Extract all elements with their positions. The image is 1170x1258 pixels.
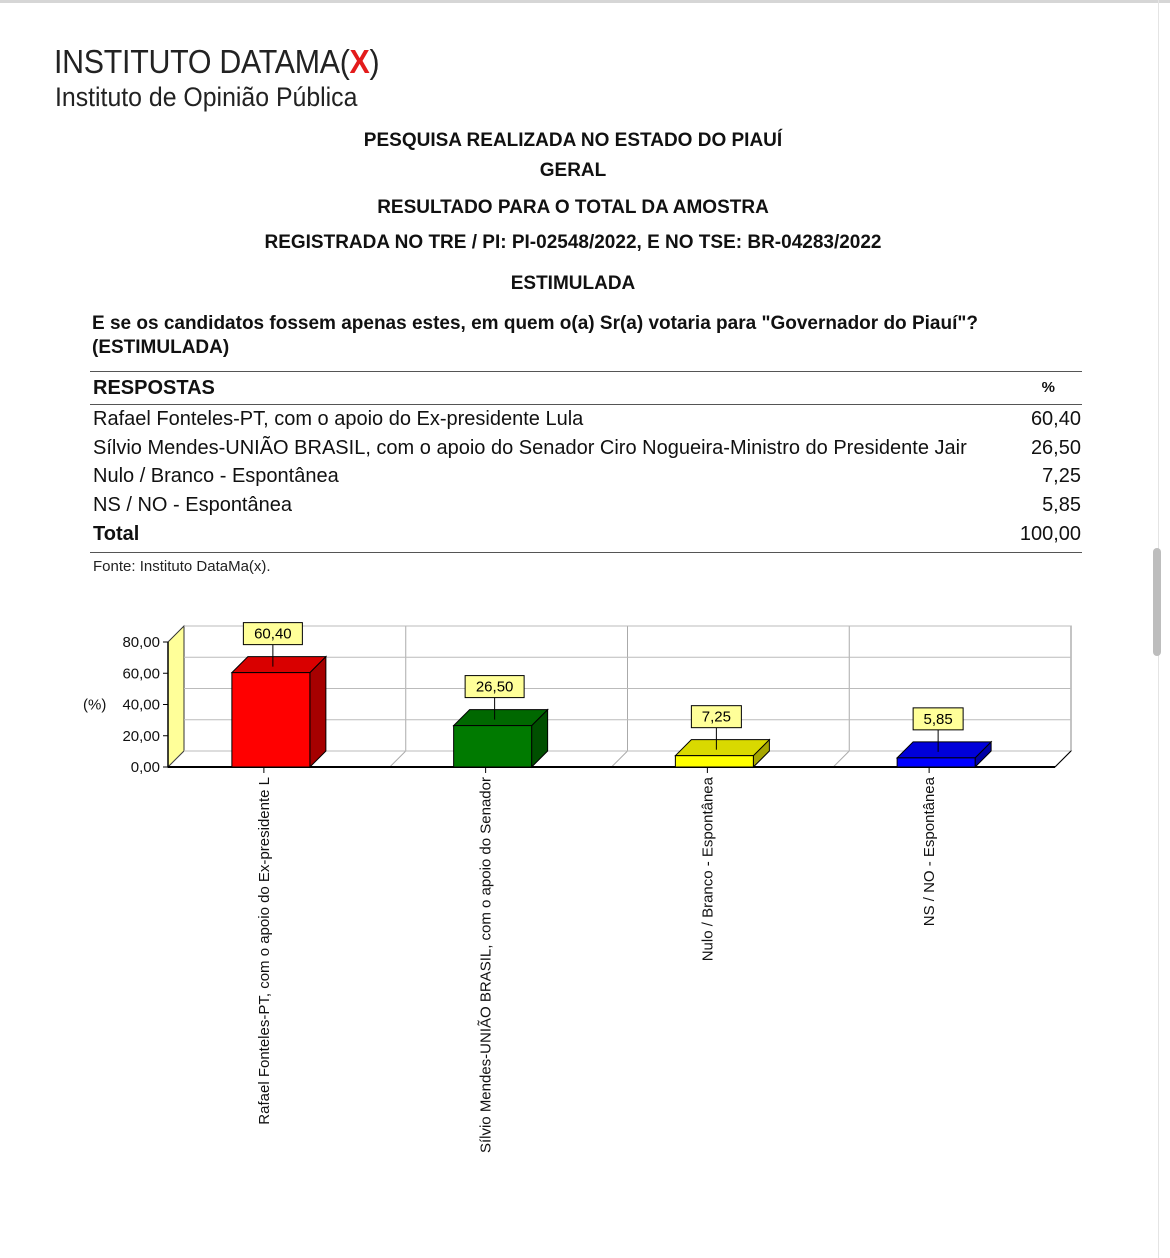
x-category-label: NS / NO - Espontânea: [921, 777, 939, 927]
header-survey-state: PESQUISA REALIZADA NO ESTADO DO PIAUÍ: [363, 130, 783, 151]
y-tick-label: 60,00: [122, 665, 160, 683]
brand-name: INSTITUTO DATAMA(: [54, 43, 350, 80]
brand-subtitle: Instituto de Opinião Pública: [55, 82, 358, 112]
brand-close: ): [369, 43, 380, 80]
header-result: RESULTADO PARA O TOTAL DA AMOSTRA: [377, 197, 769, 218]
data-label: 60,40: [254, 625, 292, 643]
chart-side-wall: [168, 626, 184, 767]
bar-front: [897, 758, 975, 767]
x-category-label: Rafael Fonteles-PT, com o apoio do Ex-presidente L: [255, 777, 273, 1125]
brand-x: X: [349, 43, 370, 80]
bar-front: [675, 756, 753, 767]
row-label: Rafael Fonteles-PT, com o apoio do Ex-presidente Lula: [93, 408, 584, 430]
bar-3: [675, 740, 769, 767]
header-scope: GERAL: [539, 160, 607, 181]
y-tick-label: 80,00: [122, 634, 160, 651]
y-tick-label: 40,00: [122, 696, 160, 714]
y-tick-label: 0,00: [130, 759, 160, 776]
bar-top: [454, 710, 548, 726]
total-value: 100,00: [1019, 523, 1081, 545]
row-value: 60,40: [1030, 408, 1081, 430]
header-registration: REGISTRADA NO TRE / PI: PI-02548/2022, E NO TSE: BR-04283/2022: [264, 232, 882, 253]
row-label: NS / NO - Espontânea: [93, 494, 292, 516]
question-qualifier: (ESTIMULADA): [92, 337, 230, 358]
row-value: 7,25: [1042, 465, 1081, 487]
row-label: Sílvio Mendes-UNIÃO BRASIL, com o apoio do Senador Ciro Nogueira-Ministro do Presidente Jair: [93, 437, 967, 459]
source-note: Fonte: Instituto DataMa(x).: [93, 558, 271, 575]
data-label: 26,50: [475, 678, 514, 696]
row-value: 5,85: [1042, 494, 1081, 516]
x-category-label: Sílvio Mendes-UNIÃO BRASIL, com o apoio do Senador: [477, 777, 495, 1154]
col-answers-header: RESPOSTAS: [93, 377, 215, 399]
total-label: Total: [93, 523, 140, 545]
y-tick-label: 20,00: [122, 727, 160, 745]
data-label: 7,25: [701, 708, 731, 726]
question-line: E se os candidatos fossem apenas estes, em quem o(a) Sr(a) votaria para "Governador do Piauí"?: [92, 313, 978, 334]
header-type: ESTIMULADA: [510, 273, 636, 294]
bar-top: [232, 657, 326, 673]
bar-1: [232, 657, 326, 767]
y-axis-label: (%): [83, 696, 107, 714]
x-category-label: Nulo / Branco - Espontânea: [699, 777, 717, 962]
col-pct-header: %: [1041, 379, 1055, 396]
bar-side: [310, 657, 326, 767]
bar-front: [454, 726, 532, 767]
bar-2: [454, 710, 548, 767]
row-label: Nulo / Branco - Espontânea: [93, 465, 339, 487]
bar-top: [897, 742, 991, 758]
bar-front: [232, 673, 310, 767]
row-value: 26,50: [1030, 437, 1081, 459]
bar-4: [897, 742, 991, 767]
bar-top: [675, 740, 769, 756]
data-label: 5,85: [923, 710, 953, 728]
